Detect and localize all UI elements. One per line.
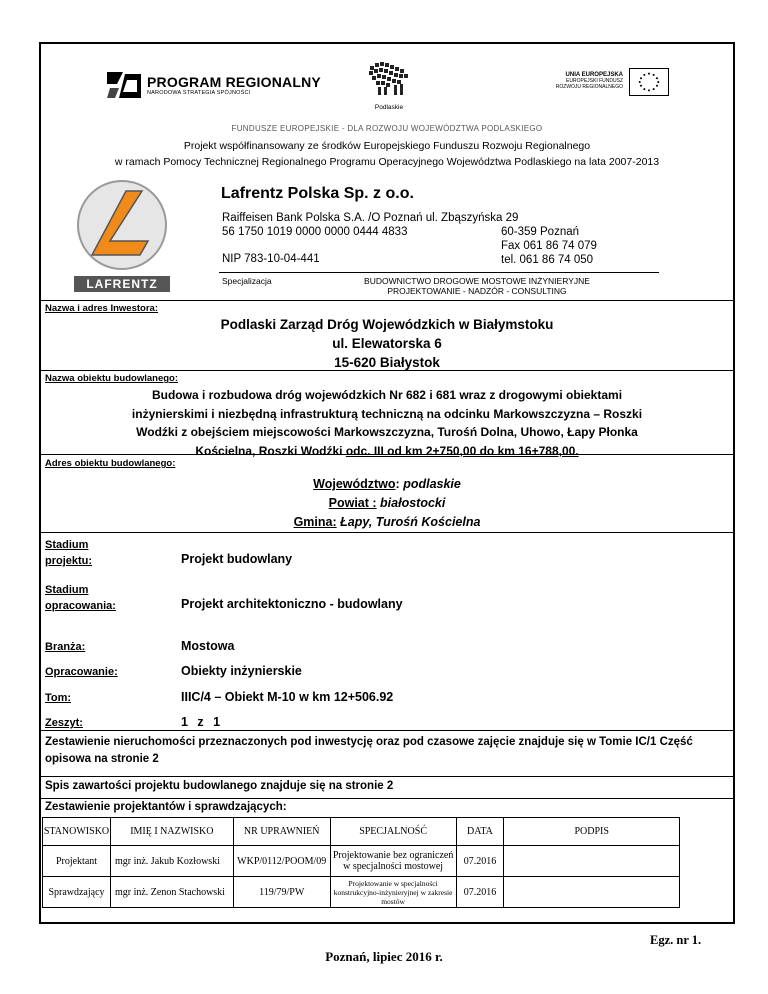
company-name: Lafrentz Polska Sp. z o.o.	[221, 185, 414, 202]
stadium-elaboration-label: Stadium opracowania:	[45, 584, 116, 612]
stadium-section	[41, 532, 733, 730]
company-divider	[219, 272, 659, 273]
program-title: PROGRAM REGIONALNY	[147, 74, 321, 90]
eu-text-block	[539, 72, 623, 90]
eu-title: UNIA EUROPEJSKA	[565, 72, 623, 78]
header-name: IMIĘ I NAZWISKO	[110, 818, 233, 846]
gmina-value: Łapy, Turośń Kościelna	[340, 515, 481, 529]
investor-label: Nazwa i adres Inwestora:	[45, 303, 158, 314]
voivodeship-value: podlaskie	[403, 477, 461, 491]
investor-street: ul. Elewatorska 6	[332, 336, 442, 351]
investor-city: 15-620 Białystok	[334, 355, 440, 370]
volume-label: Tom:	[45, 692, 72, 704]
specialization-text	[297, 276, 657, 296]
funds-line: FUNDUSZE EUROPEJSKIE - DLA ROZWOJU WOJEWÓDZTWA PODLASKIEGO	[231, 124, 543, 133]
investor-section	[41, 300, 733, 370]
program-regionalny-logo	[107, 70, 321, 100]
stadium-project-label: Stadium projektu:	[45, 539, 93, 567]
podlaskie-label: Podlaskie	[374, 104, 404, 111]
company-city: 60-359 Poznań	[501, 226, 580, 238]
team-section	[41, 798, 733, 906]
program-regionalny-mark-icon	[107, 70, 141, 100]
company-contact	[501, 225, 597, 267]
object-line-4a: Kościelna, Roszki Wodźki	[195, 443, 346, 458]
table-row	[43, 846, 680, 877]
county-value: białostocki	[380, 496, 446, 510]
row-name: mgr inż. Zenon Stachowski	[110, 877, 233, 908]
company-fax: Fax 061 86 74 079	[501, 240, 597, 252]
row-role: Projektant	[43, 846, 111, 877]
eu-flag-icon	[629, 68, 669, 96]
specialization-label: Specjalizacja	[222, 276, 272, 286]
lafrentz-logo-text: LAFRENTZ	[74, 276, 170, 292]
row-date: 07.2016	[456, 846, 504, 877]
object-line-3: Wodźki z obejściem miejscowości Markowszczyzna, Turośń Dolna, Uhowo, Łapy Płonka	[136, 425, 638, 439]
row-specialty: Projektowanie bez ograniczeń w specjalności mostowej	[330, 846, 456, 877]
object-line-2: inżynierskimi i niezbędną infrastrukturą techniczną na odcinku Markowszczyzna – Roszki	[131, 406, 643, 421]
company-block	[41, 179, 733, 300]
table-row	[43, 877, 680, 908]
row-signature	[504, 846, 680, 877]
voivodeship-line: Województwo: podlaskie	[313, 477, 461, 491]
team-title: Zestawienie projektantów i sprawdzających:	[45, 801, 287, 813]
branch-value: Mostowa	[181, 639, 235, 653]
designers-table	[42, 817, 680, 908]
contents-note: Spis zawartości projektu budowlanego znajduje się na stronie 2	[41, 776, 733, 798]
object-label: Nazwa obiektu budowlanego:	[45, 373, 179, 384]
lafrentz-l-icon	[74, 179, 170, 271]
company-bank	[222, 211, 518, 239]
property-note: Zestawienie nieruchomości przeznaczonych pod inwestycję oraz pod czasowe zajęcie znajduje się w Tomie IC/1 Część opisowa na stronie 2	[41, 730, 733, 776]
row-date: 07.2016	[456, 877, 504, 908]
address-label: Adres obiektu budowlanego:	[45, 458, 176, 469]
header-specialty: SPECJALNOŚĆ	[330, 818, 456, 846]
project-line-2: w ramach Pomocy Technicznej Regionalnego Programu Operacyjnego Województwa Podlaskiego na lata 2007-2013	[114, 156, 660, 168]
county-key: Powiat :	[328, 496, 377, 510]
object-section-range: odc. III od km 2+750,00 do km 16+788,00.	[345, 443, 579, 458]
investor-name: Podlaski Zarząd Dróg Wojewódzkich w Białymstoku	[220, 317, 554, 332]
booklet-value: 1 z 1	[181, 715, 224, 729]
voivodeship-key: Województwo	[313, 477, 396, 491]
logo-bar	[41, 58, 733, 118]
row-name: mgr inż. Jakub Kozłowski	[110, 846, 233, 877]
table-header-row	[43, 818, 680, 846]
volume-value: IIIC/4 – Obiekt M-10 w km 12+506.92	[181, 690, 394, 704]
header-date: DATA	[456, 818, 504, 846]
eu-line2: ROZWOJU REGIONALNEGO	[555, 84, 623, 90]
object-line-1: Budowa i rozbudowa dróg wojewódzkich Nr 682 i 681 wraz z drogowymi obiektami	[151, 388, 623, 402]
specialization-line-2: PROJEKTOWANIE - NADZÓR - CONSULTING	[387, 286, 567, 296]
elaboration-value: Obiekty inżynierskie	[181, 664, 302, 678]
lafrentz-logo	[74, 179, 170, 289]
specialization-line-1: BUDOWNICTWO DROGOWE MOSTOWE INŻYNIERYJNE	[364, 276, 590, 286]
stadium-elaboration-value: Projekt architektoniczno - budowlany	[181, 597, 403, 611]
project-line-1: Projekt współfinansowany ze środków Europejskiego Funduszu Rozwoju Regionalnego	[183, 140, 591, 152]
bison-icon	[366, 60, 412, 98]
gmina-line	[41, 513, 733, 532]
title-page-frame	[39, 42, 735, 924]
booklet-label: Zeszyt:	[45, 717, 83, 729]
program-subtitle: NARODOWA STRATEGIA SPÓJNOŚCI	[147, 90, 251, 96]
eu-line1: EUROPEJSKI FUNDUSZ	[566, 78, 623, 84]
header-licence: NR UPRAWNIEŃ	[233, 818, 330, 846]
row-licence: WKP/0112/POOM/09	[233, 846, 330, 877]
bank-account: 56 1750 1019 0000 0000 0444 4833	[222, 226, 408, 238]
header-signature: PODPIS	[504, 818, 680, 846]
podlaskie-logo	[359, 60, 419, 110]
copy-number: Egz. nr 1.	[650, 933, 702, 947]
row-specialty: Projektowanie w specjalności konstrukcyjno-inżynieryjnej w zakresie mostów	[330, 877, 456, 908]
place-and-date: Poznań, lipiec 2016 r.	[325, 949, 443, 964]
header-position: STANOWISKO	[43, 818, 111, 846]
stadium-project-value: Projekt budowlany	[181, 552, 293, 566]
row-signature	[504, 877, 680, 908]
object-section	[41, 370, 733, 458]
branch-label: Branża:	[45, 641, 86, 653]
bank-line-1: Raiffeisen Bank Polska S.A. /O Poznań ul. Zbąszyńska 29	[222, 212, 519, 224]
county-line	[41, 494, 733, 513]
project-cofinancing-text	[41, 138, 733, 170]
elaboration-label: Opracowanie:	[45, 666, 118, 678]
company-nip: NIP 783-10-04-441	[222, 253, 320, 265]
address-section	[41, 454, 733, 532]
company-tel: tel. 061 86 74 050	[501, 254, 594, 266]
row-role: Sprawdzający	[43, 877, 111, 908]
row-licence: 119/79/PW	[233, 877, 330, 908]
gmina-key: Gmina:	[293, 515, 337, 529]
